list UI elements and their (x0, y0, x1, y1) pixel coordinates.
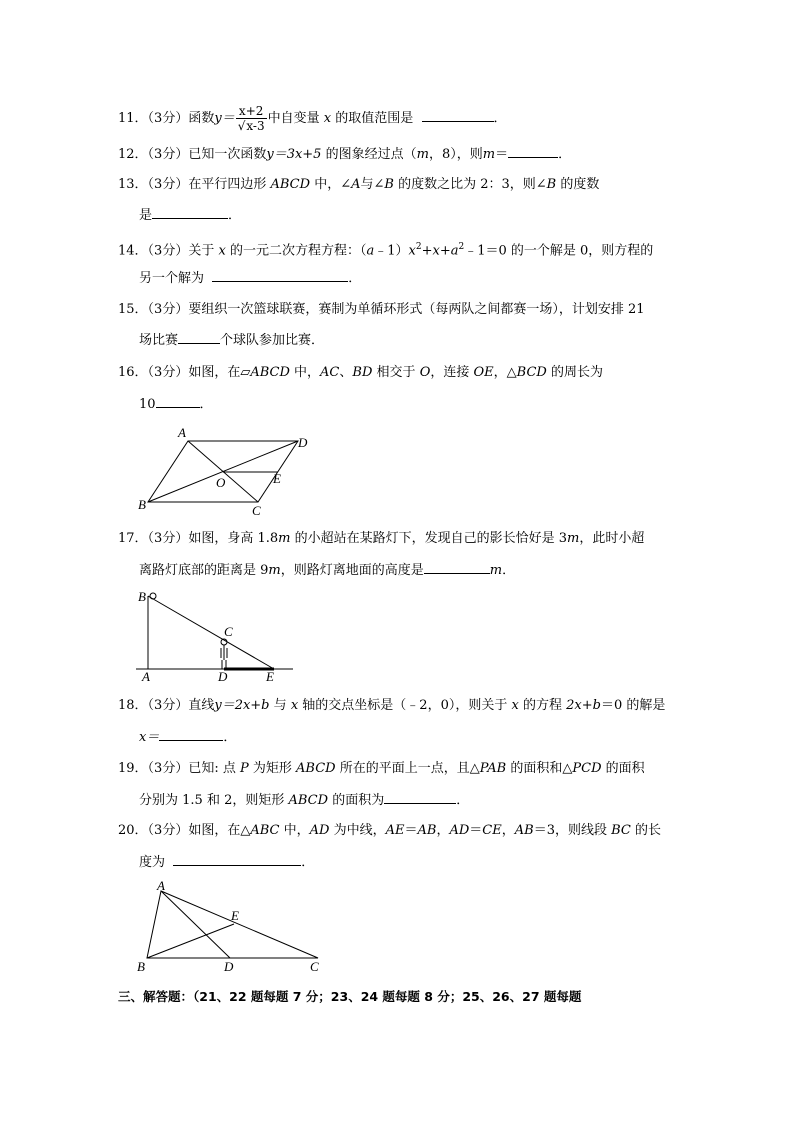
question-15: 15．（3分）要组织一次篮球联赛，赛制为单循环形式（每两队之间都赛一场），计划安排 21 (118, 302, 645, 317)
label-a: A (178, 425, 186, 440)
label-o: O (216, 475, 226, 490)
question-number: 13．（3分） (118, 177, 189, 192)
label-d: D (224, 959, 234, 974)
light-ray (148, 596, 274, 669)
question-17-line2: 离路灯底部的距离是 9m，则路灯离地面的高度是 m． (139, 563, 516, 578)
question-number: 18．（3分） (118, 698, 189, 713)
answer-blank[interactable] (424, 561, 490, 574)
label-e: E (266, 669, 274, 684)
label-d: D (298, 435, 308, 450)
label-a: A (157, 878, 165, 893)
question-18-line2: x＝ ． (139, 730, 237, 745)
question-13: 13．（3分）在平行四边形 ABCD 中，∠A与∠B 的度数之比为 2：3，则∠B 的度数 (118, 177, 600, 192)
label-c: C (310, 959, 319, 974)
question-14: 14．（3分）关于 x 的一元二次方程方程：$(a﹣1)x^2+x+a^2﹣1=0$ 的一个解是 0，则方程的 (118, 242, 654, 259)
street-lamp-figure (136, 588, 296, 683)
section-3-heading: 三、解答题：（21、22 题每题 7 分；23、24 题每题 8 分；25、26、27 题每题 (118, 989, 582, 1004)
answer-blank[interactable] (152, 206, 228, 219)
label-c: C (224, 624, 233, 639)
answer-blank[interactable] (156, 395, 200, 408)
answer-blank[interactable] (178, 331, 220, 344)
person-figure (221, 639, 227, 669)
question-number: 12．（3分） (118, 147, 189, 162)
question-number: 19．（3分） (118, 761, 189, 776)
question-16: 16．（3分）如图，在▱ABCD 中，AC、BD 相交于 O，连接 OE，△BCD 的周长为 (118, 365, 603, 380)
question-20: 20．（3分）如图，在△ABC 中，AD 为中线，AE＝AB，AD＝CE，AB＝3，则线段 BC 的长 (118, 823, 662, 838)
question-18: 18．（3分）直线y＝2x+b 与 x 轴的交点坐标是（﹣2，0），则关于 x 的方程 2x+b＝0 的解是 (118, 698, 666, 713)
answer-blank[interactable] (384, 791, 456, 804)
triangle-figure (134, 880, 330, 978)
parallelogram-figure (130, 425, 320, 520)
question-12: 12．（3分）已知一次函数y＝3x+5 的图象经过点（m，8），则m＝ ． (118, 147, 572, 162)
question-19-line2: 分别为 1.5 和 2，则矩形 ABCD 的面积为 ． (139, 793, 470, 808)
question-15-line2: 场比赛 个球队参加比赛． (139, 333, 325, 348)
label-b: B (138, 589, 146, 604)
question-19: 19．（3分）已知: 点 P 为矩形 ABCD 所在的平面上一点，且△PAB 的面积和△PCD 的面积 (118, 761, 645, 776)
label-b: B (137, 959, 145, 974)
question-17: 17．（3分）如图，身高 1.8m 的小超站在某路灯下，发现自己的影长恰好是 3m，此时小超 (118, 531, 645, 546)
question-number: 11．（3分） (118, 111, 189, 126)
label-a: A (142, 669, 150, 684)
question-number: 16．（3分） (118, 365, 189, 380)
label-e: E (273, 471, 281, 486)
question-11: 11．（3分）函数y＝ $\frac{x+2}{√x-3}$ 中自变量 x 的取值范围是 ． (118, 104, 507, 133)
question-16-line2: 10 ． (139, 397, 213, 412)
answer-blank[interactable] (212, 269, 348, 282)
fraction: $\frac{x+2}{√x-3}$ (237, 104, 265, 133)
label-e: E (231, 908, 239, 923)
question-number: 15．（3分） (118, 302, 189, 317)
answer-blank[interactable] (508, 145, 558, 158)
question-20-line2: 度为 ． (139, 855, 315, 870)
answer-blank[interactable] (159, 728, 223, 741)
answer-blank[interactable] (173, 853, 301, 866)
segment-be (147, 924, 234, 958)
question-13-line2: 是 ． (139, 208, 242, 223)
question-14-line2: 另一个解为 ． (139, 271, 362, 286)
label-c: C (252, 503, 261, 518)
question-number: 14．（3分） (118, 243, 189, 259)
sqrt: √x-3 (237, 119, 265, 133)
question-number: 20．（3分） (118, 823, 189, 838)
label-b: B (138, 497, 146, 512)
label-d: D (218, 669, 228, 684)
lamp-bulb (150, 593, 156, 599)
answer-blank[interactable] (422, 109, 494, 122)
question-number: 17．（3分） (118, 531, 189, 546)
